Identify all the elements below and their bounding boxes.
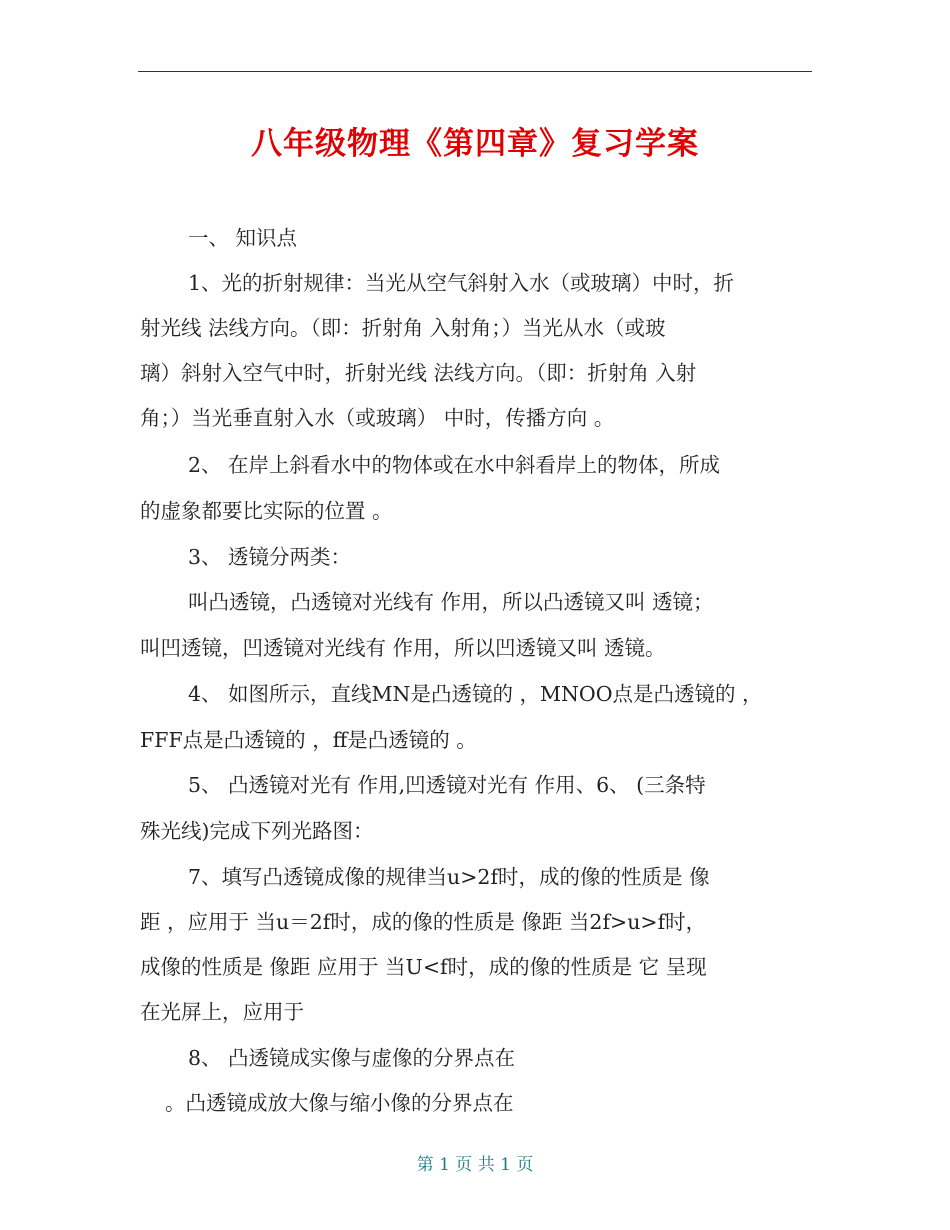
body-line: 7、填写凸透镜成像的规律当u>2f时，成的像的性质是 像	[188, 865, 710, 889]
header-rule	[138, 71, 812, 72]
body-line: 射光线 法线方向。（即：折射角 入射角；）当光从水（或玻	[140, 316, 666, 340]
body-line: 璃）斜射入空气中时，折射光线 法线方向。（即：折射角 入射	[140, 361, 697, 385]
body-line: FFF点是凸透镜的 ，ff是凸透镜的 。	[140, 728, 477, 752]
body-line: 3、 透镜分两类：	[188, 545, 352, 569]
body-line: 成像的性质是 像距 应用于 当U<f时，成的像的性质是 它 呈现	[140, 955, 707, 979]
body-line: 一、 知识点	[188, 226, 298, 250]
body-line: 叫凹透镜，凹透镜对光线有 作用，所以凹透镜又叫 透镜。	[140, 636, 666, 660]
body-line: 叫凸透镜，凸透镜对光线有 作用，所以凸透镜又叫 透镜；	[188, 590, 714, 614]
body-line: 角；）当光垂直射入水（或玻璃） 中时，传播方向 。	[140, 406, 615, 430]
document-title: 八年级物理《第四章》复习学案	[251, 126, 699, 162]
body-line: 1、光的折射规律：当光从空气斜射入水（或玻璃）中时，折	[188, 271, 735, 295]
body-line: 8、 凸透镜成实像与虚像的分界点在	[188, 1046, 516, 1070]
page-number-footer: 第 1 页 共 1 页	[416, 1155, 534, 1175]
body-line: 在光屏上，应用于	[140, 1000, 304, 1024]
body-line: 距 ，应用于 当u＝2f时，成的像的性质是 像距 当2f>u>f时，	[140, 910, 707, 934]
body-line: 5、 凸透镜对光有 作用,凹透镜对光有 作用、6、 (三条特	[188, 773, 706, 797]
body-line: 2、 在岸上斜看水中的物体或在水中斜看岸上的物体，所成	[188, 453, 721, 477]
body-line: 殊光线)完成下列光路图：	[140, 819, 374, 843]
body-line: 的虚象都要比实际的位置 。	[140, 499, 393, 523]
body-line: 4、 如图所示，直线MN是凸透镜的 ，MNOO点是凸透镜的 ，	[188, 682, 763, 706]
body-line: 。凸透镜成放大像与缩小像的分界点在	[165, 1091, 514, 1115]
